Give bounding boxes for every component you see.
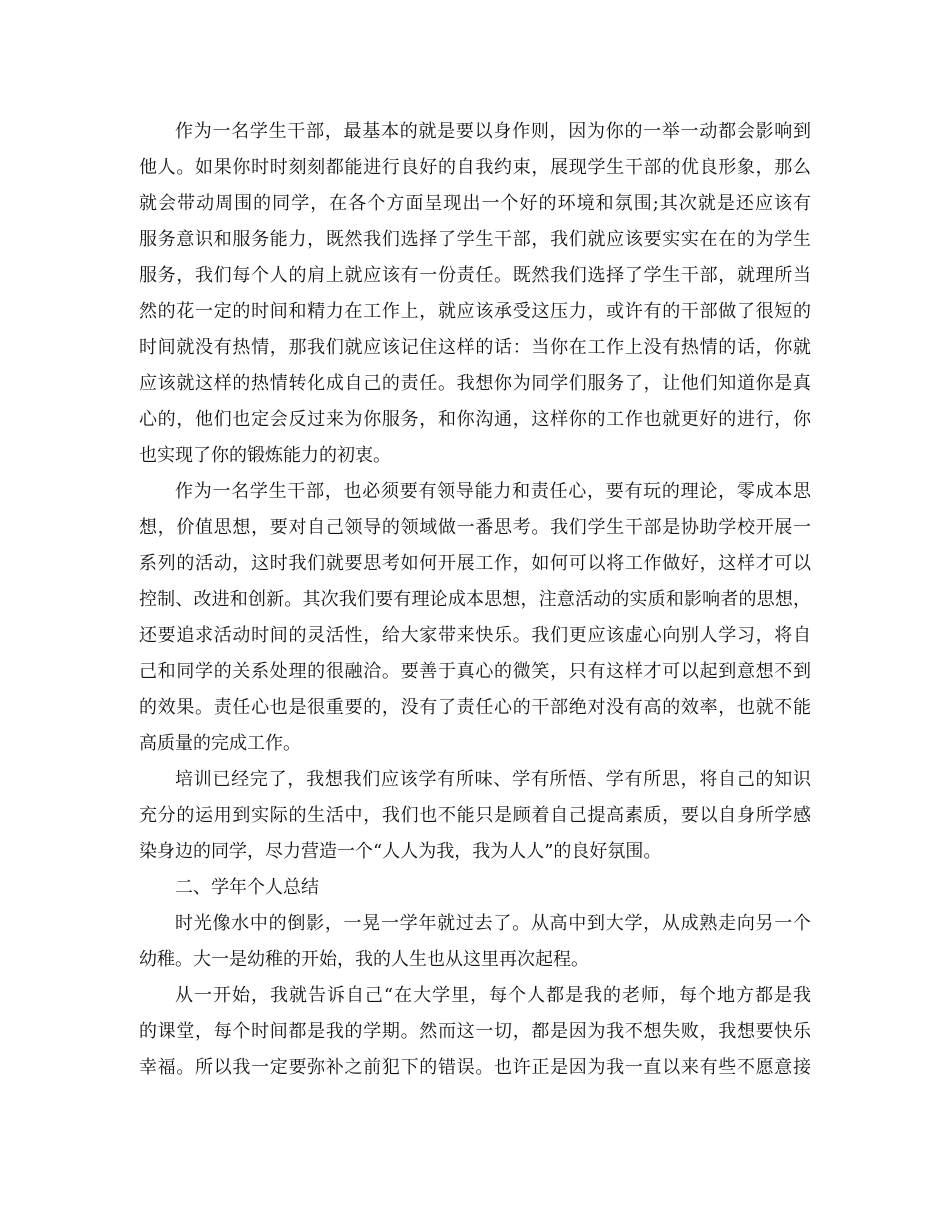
text-line: 就会带动周围的同学，在各个方面呈现出一个好的环境和氛围;其次就是还应该有 bbox=[139, 193, 811, 214]
section-heading: 二、学年个人总结 bbox=[175, 877, 319, 898]
text-line: 幼稚。大一是幼稚的开始，我的人生也从这里再次起程。 bbox=[139, 949, 589, 970]
text-line: 充分的运用到实际的生活中，我们也不能只是顾着自己提高素质，要以自身所学感 bbox=[139, 805, 811, 826]
text-line: 应该就这样的热情转化成自己的责任。我想你为同学们服务了，让他们知道你是真 bbox=[139, 373, 811, 394]
text-line: 控制、改进和创新。其次我们要有理论成本思想，注意活动的实质和影响者的思想， bbox=[139, 589, 811, 610]
text-line: 服务，我们每个人的肩上就应该有一份责任。既然我们选择了学生干部，就理所当 bbox=[139, 265, 811, 286]
text-line: 想，价值思想，要对自己领导的领域做一番思考。我们学生干部是协助学校开展一 bbox=[139, 517, 811, 538]
text-line: 时光像水中的倒影，一晃一学年就过去了。从高中到大学，从成熟走向另一个 bbox=[175, 913, 811, 934]
text-line: 己和同学的关系处理的很融洽。要善于真心的微笑，只有这样才可以起到意想不到 bbox=[139, 661, 811, 682]
text-line: 系列的活动，这时我们就要思考如何开展工作，如何可以将工作做好，这样才可以 bbox=[139, 553, 811, 574]
text-line: 也实现了你的锻炼能力的初衷。 bbox=[139, 445, 391, 466]
document-body bbox=[139, 114, 811, 1086]
text-line: 高质量的完成工作。 bbox=[139, 733, 301, 754]
text-line: 幸福。所以我一定要弥补之前犯下的错误。也许正是因为我一直以来有些不愿意接 bbox=[139, 1057, 811, 1078]
text-line: 时间就没有热情，那我们就应该记住这样的话：当你在工作上没有热情的话，你就 bbox=[139, 337, 811, 358]
text-line: 他人。如果你时时刻刻都能进行良好的自我约束，展现学生干部的优良形象，那么 bbox=[139, 157, 811, 178]
text-line: 作为一名学生干部，也必须要有领导能力和责任心，要有玩的理论，零成本思 bbox=[175, 481, 811, 502]
text-line: 培训已经完了，我想我们应该学有所味、学有所悟、学有所思，将自己的知识 bbox=[175, 769, 811, 790]
text-line: 服务意识和服务能力，既然我们选择了学生干部，我们就应该要实实在在的为学生 bbox=[139, 229, 811, 250]
text-line: 心的，他们也定会反过来为你服务，和你沟通，这样你的工作也就更好的进行，你 bbox=[139, 409, 811, 430]
text-line: 的效果。责任心也是很重要的，没有了责任心的干部绝对没有高的效率，也就不能 bbox=[139, 697, 811, 718]
text-line: 然的花一定的时间和精力在工作上，就应该承受这压力，或许有的干部做了很短的 bbox=[139, 301, 811, 322]
text-line: 还要追求活动时间的灵活性，给大家带来快乐。我们更应该虚心向别人学习，将自 bbox=[139, 625, 811, 646]
text-line: 作为一名学生干部，最基本的就是要以身作则，因为你的一举一动都会影响到 bbox=[175, 121, 811, 142]
text-line: 的课堂，每个时间都是我的学期。然而这一切，都是因为我不想失败，我想要快乐 bbox=[139, 1021, 811, 1042]
text-line: 从一开始，我就告诉自己“在大学里，每个人都是我的老师，每个地方都是我 bbox=[175, 985, 811, 1006]
text-line: 染身边的同学，尽力营造一个“人人为我，我为人人”的良好氛围。 bbox=[139, 841, 662, 862]
